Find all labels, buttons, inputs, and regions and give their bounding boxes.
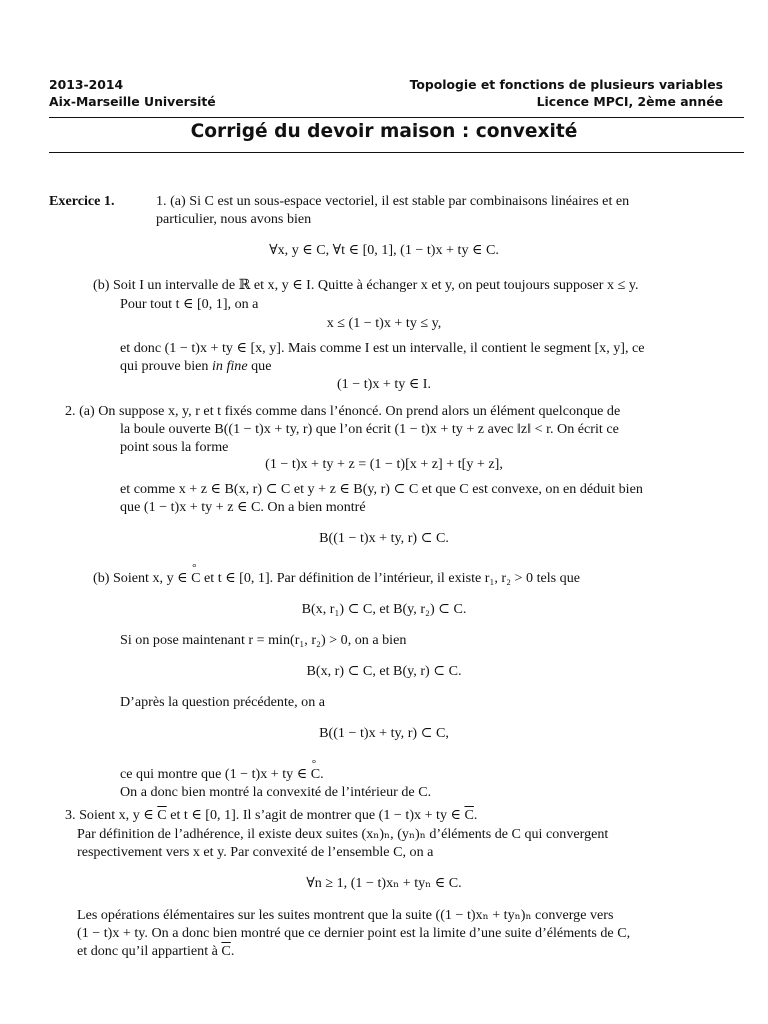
equation: B((1 − t)x + ty, r) ⊂ C.: [319, 530, 449, 546]
text-line: Si on pose maintenant r = min(r₁, r₂) > 0, on a bien: [120, 632, 407, 648]
text-line: (b) Soit I un intervalle de ℝ et x, y ∈ I. Quitte à échanger x et y, on peut toujours supposer x ≤ y.: [93, 277, 639, 293]
text-line: ce qui montre que (1 − t)x + ty ∈ ° C.: [120, 765, 324, 783]
header-right: [410, 76, 723, 110]
text-line: et donc qu’il appartient à $\overline{C}$.: [77, 943, 235, 959]
text-line: D’après la question précédente, on a: [120, 694, 326, 710]
page-title: Corrigé du devoir maison : convexité: [190, 121, 578, 142]
top-rule: [49, 117, 744, 118]
text-line: Par définition de l’adhérence, il existe deux suites (xₙ)ₙ, (yₙ)ₙ d’éléments de C qui convergent: [77, 826, 609, 842]
text-line: Pour tout t ∈ [0, 1], on a: [120, 296, 259, 312]
text-line: et donc (1 − t)x + ty ∈ [x, y]. Mais comme I est un intervalle, il contient le segment [x, y], ce: [120, 340, 645, 356]
equation: x ≤ (1 − t)x + ty ≤ y,: [326, 315, 442, 331]
text-line: et comme x + z ∈ B(x, r) ⊂ C et y + z ∈ B(y, r) ⊂ C et que C est convexe, on en déduit bien: [120, 481, 643, 497]
closure-symbol: $\overline{C}$: [221, 943, 231, 959]
header-left: [49, 76, 216, 110]
text-line: 3. Soient x, y ∈ $\overline{C}$ et t ∈ [0, 1]. Il s’agit de montrer que (1 − t)x + ty ∈ $\overline{C}$.: [65, 807, 478, 823]
equation: ∀x, y ∈ C, ∀t ∈ [0, 1], (1 − t)x + ty ∈ C.: [269, 242, 499, 258]
text-line: particulier, nous avons bien: [156, 211, 312, 227]
text-line: 2. (a) On suppose x, y, r et t fixés comme dans l’énoncé. On prend alors un élément quelconque de: [65, 403, 621, 419]
interior-symbol: ° C: [191, 569, 200, 587]
equation: B(x, r₁) ⊂ C, et B(y, r₂) ⊂ C.: [301, 601, 467, 617]
equation: (1 − t)x + ty + z = (1 − t)[x + z] + t[y + z],: [265, 456, 503, 472]
header-program: Licence MPCI, 2ème année: [536, 94, 723, 109]
text-line: (b) Soient x, y ∈ ° C et t ∈ [0, 1]. Par définition de l’intérieur, il existe r₁, r₂ > 0 tels que: [93, 569, 580, 587]
text-line: 1. (a) Si C est un sous-espace vectoriel, il est stable par combinaisons linéaires et en: [156, 193, 630, 209]
equation: B(x, r) ⊂ C, et B(y, r) ⊂ C.: [306, 663, 462, 679]
closure-symbol: $\overline{C}$: [157, 807, 167, 823]
text-line: que (1 − t)x + ty + z ∈ C. On a bien montré: [120, 499, 366, 515]
interior-symbol: ° C: [311, 765, 320, 783]
exercise-label: Exercice 1.: [49, 193, 115, 209]
text-line: point sous la forme: [120, 439, 229, 455]
equation: B((1 − t)x + ty, r) ⊂ C,: [319, 725, 449, 741]
closure-symbol: $\overline{C}$: [464, 807, 474, 823]
text-line: respectivement vers x et y. Par convexité de l’ensemble C, on a: [77, 844, 434, 860]
equation: ∀n ≥ 1, (1 − t)xₙ + tyₙ ∈ C.: [306, 875, 462, 891]
text-line: Les opérations élémentaires sur les suites montrent que la suite ((1 − t)xₙ + tyₙ)ₙ converge vers: [77, 907, 614, 923]
equation: (1 − t)x + ty ∈ I.: [336, 376, 432, 392]
text-line: (1 − t)x + ty. On a donc bien montré que ce dernier point est la limite d’une suite d’éléments de C,: [77, 925, 631, 941]
text-line: la boule ouverte B((1 − t)x + ty, r) que l’on écrit (1 − t)x + ty + z avec ‖z‖ < r. On écrit ce: [120, 421, 619, 437]
header-university: Aix-Marseille Université: [49, 94, 216, 109]
header-year: 2013-2014: [49, 77, 124, 92]
bottom-rule: [49, 152, 744, 153]
text-line: On a donc bien montré la convexité de l’intérieur de C.: [120, 784, 432, 800]
text-line: qui prouve bien in fine que: [120, 358, 272, 374]
header-course: Topologie et fonctions de plusieurs variables: [409, 77, 723, 92]
